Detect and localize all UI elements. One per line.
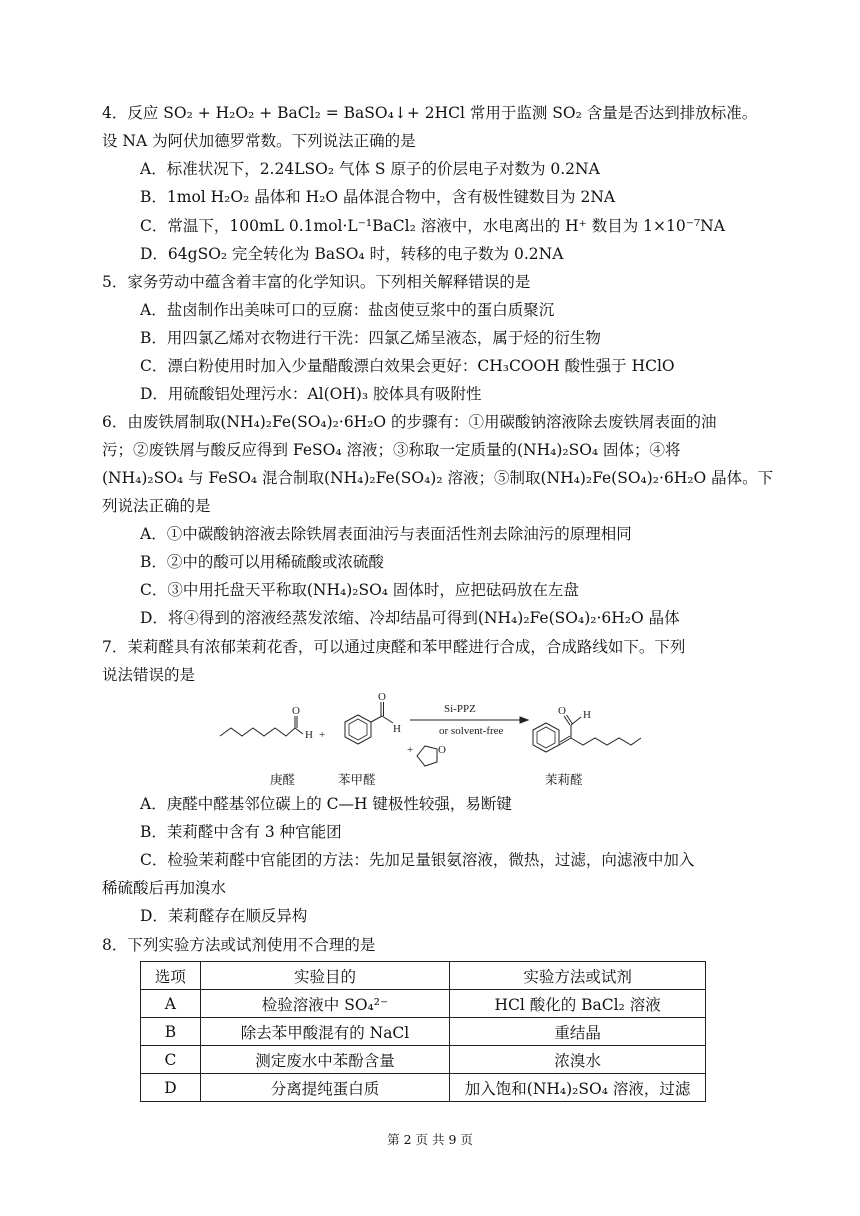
benzaldehyde-h-atom: H	[393, 723, 401, 735]
q4-stem-line2: 设 NA 为阿伏加德罗常数。下列说法正确的是	[102, 132, 416, 150]
table-cell: D	[141, 1074, 201, 1102]
q7-stem-line2: 说法错误的是	[102, 666, 196, 684]
q7-option-b: B．茉莉醛中含有 3 种官能团	[140, 823, 342, 841]
table-header-cell: 选项	[141, 962, 201, 990]
q6-option-b: B．②中的酸可以用稀硫酸或浓硫酸	[140, 553, 384, 571]
table-cell: HCl 酸化的 BaCl₂ 溶液	[450, 990, 706, 1018]
table-header-row	[141, 962, 706, 990]
heptanal-structure	[220, 728, 303, 736]
q5-stem: 5．家务劳动中蕴含着丰富的化学知识。下列相关解释错误的是	[102, 273, 531, 291]
label-benzaldehyde: 苯甲醛	[338, 772, 376, 787]
q6-stem-line4: 列说法正确的是	[102, 497, 211, 515]
thf-structure	[417, 746, 437, 766]
heptanal-o-atom: O	[292, 705, 300, 717]
table-cell: 加入饱和(NH₄)₂SO₄ 溶液，过滤	[450, 1074, 706, 1102]
q6-option-c: C．③中用托盘天平称取(NH₄)₂SO₄ 固体时，应把砝码放在左盘	[140, 581, 579, 599]
q4-option-d: D．64gSO₂ 完全转化为 BaSO₄ 时，转移的电子数为 0.2NA	[140, 245, 564, 263]
q7-option-c-continued: 稀硫酸后再加溴水	[102, 879, 227, 897]
q6-stem-line2: 污；②废铁屑与酸反应得到 FeSO₄ 溶液；③称取一定质量的(NH₄)₂SO₄ 固体；④将	[102, 441, 681, 459]
table-header-cell: 实验方法或试剂	[450, 962, 706, 990]
q4-option-c: C．常温下，100mL 0.1mol·L⁻¹BaCl₂ 溶液中，水电离出的 H⁺ 数目为 1×10⁻⁷NA	[140, 217, 725, 235]
q6-stem-line3: (NH₄)₂SO₄ 与 FeSO₄ 混合制取(NH₄)₂Fe(SO₄)₂ 溶液；⑤制取(NH₄)₂Fe(SO₄)₂·6H₂O 晶体。下	[102, 469, 774, 487]
catalyst-label: Si-PPZ	[444, 703, 476, 715]
thf-o-atom: O	[438, 744, 446, 756]
table-cell: C	[141, 1046, 201, 1074]
q5-option-d: D．用硫酸铝处理污水：Al(OH)₃ 胶体具有吸附性	[140, 385, 482, 403]
table-row	[141, 1018, 706, 1046]
q7-stem-line1: 7．茉莉醛具有浓郁茉莉花香，可以通过庚醛和苯甲醛进行合成，合成路线如下。下列	[102, 638, 686, 656]
q6-stem-line1: 6．由废铁屑制取(NH₄)₂Fe(SO₄)₂·6H₂O 的步骤有：①用碳酸钠溶液除去废铁屑表面的油	[102, 413, 717, 431]
table-cell: 测定废水中苯酚含量	[200, 1046, 449, 1074]
table-row	[141, 1046, 706, 1074]
label-jasminaldehyde: 茉莉醛	[545, 772, 583, 787]
benzaldehyde-o-atom: O	[378, 691, 386, 703]
table-header-cell: 实验目的	[200, 962, 449, 990]
table-cell: 分离提纯蛋白质	[200, 1074, 449, 1102]
q5-option-b: B．用四氯乙烯对衣物进行干洗：四氯乙烯呈液态，属于烃的衍生物	[140, 329, 601, 347]
q5-option-a: A．盐卤制作出美味可口的豆腐：盐卤使豆浆中的蛋白质聚沉	[140, 301, 555, 319]
benzaldehyde-structure	[345, 702, 393, 744]
q4-stem-line1: 4．反应 SO₂ + H₂O₂ + BaCl₂ = BaSO₄↓+ 2HCl 常用于监测 SO₂ 含量是否达到排放标准。	[102, 104, 758, 122]
label-heptanal: 庚醛	[270, 772, 296, 787]
jasminaldehyde-o-atom: O	[558, 705, 566, 717]
page-footer: 第 2 页 共 9 页	[387, 1132, 473, 1147]
jasminaldehyde-h-atom: H	[583, 709, 591, 721]
q4-option-a: A．标准状况下，2.24LSO₂ 气体 S 原子的价层电子对数为 0.2NA	[140, 160, 600, 178]
q6-option-a: A．①中碳酸钠溶液去除铁屑表面油污与表面活性剂去除油污的原理相同	[140, 525, 632, 543]
table-cell: 检验溶液中 SO₄²⁻	[200, 990, 449, 1018]
q8-stem: 8．下列实验方法或试剂使用不合理的是	[102, 936, 376, 954]
plus-sign-2: +	[407, 744, 414, 756]
experiment-table	[140, 961, 706, 1102]
condition-label: or solvent-free	[439, 725, 504, 737]
q6-option-d: D．将④得到的溶液经蒸发浓缩、冷却结晶可得到(NH₄)₂Fe(SO₄)₂·6H₂O 晶体	[140, 609, 680, 627]
table-cell: A	[141, 990, 201, 1018]
table-cell: B	[141, 1018, 201, 1046]
q7-option-d: D．茉莉醛存在顺反异构	[140, 907, 308, 925]
table-row	[141, 1074, 706, 1102]
q5-option-c: C．漂白粉使用时加入少量醋酸漂白效果会更好：CH₃COOH 酸性强于 HClO	[140, 357, 675, 375]
heptanal-h-atom: H	[305, 729, 313, 741]
table-cell: 重结晶	[450, 1018, 706, 1046]
table-cell: 浓溴水	[450, 1046, 706, 1074]
q7-option-a: A．庚醛中醛基邻位碳上的 C—H 键极性较强，易断键	[140, 795, 512, 813]
table-cell: 除去苯甲酸混有的 NaCl	[200, 1018, 449, 1046]
q7-option-c: C．检验茉莉醛中官能团的方法：先加足量银氨溶液，微热，过滤，向滤液中加入	[140, 851, 695, 869]
table-row	[141, 990, 706, 1018]
plus-sign-1: +	[319, 729, 326, 741]
q4-option-b: B．1mol H₂O₂ 晶体和 H₂O 晶体混合物中，含有极性键数目为 2NA	[140, 188, 616, 206]
